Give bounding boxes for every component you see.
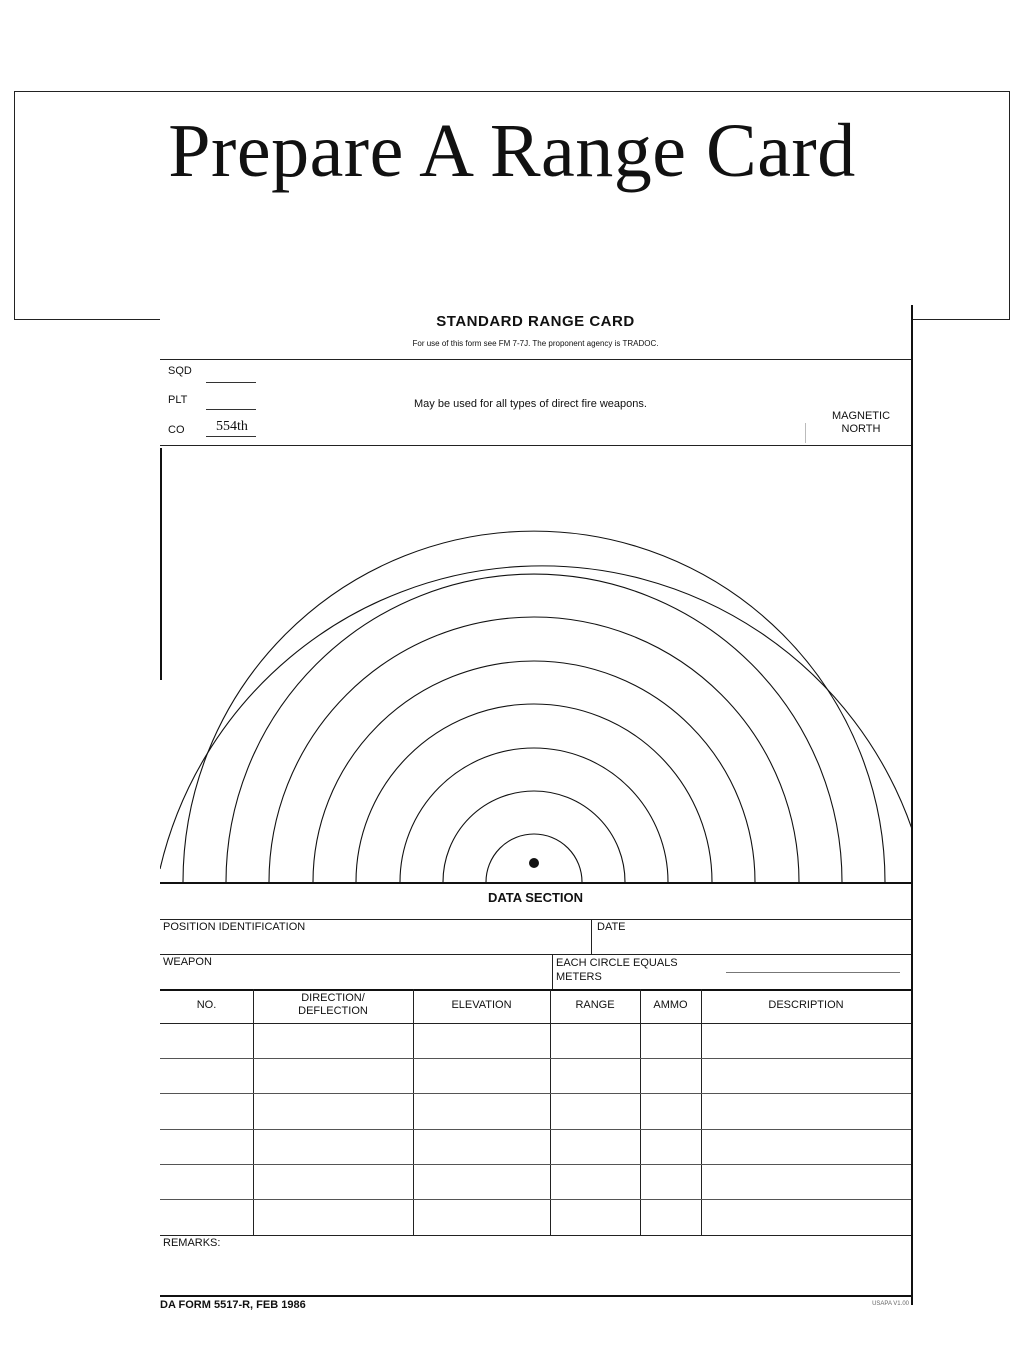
magnetic-north-label [820,410,902,436]
col-ammo-header: AMMO [653,999,688,1011]
table-row[interactable] [160,1058,911,1059]
col-direction-header [253,992,413,1018]
weapon-label: WEAPON [163,956,212,968]
range-circle-4 [356,704,712,882]
range-circle-9 [160,566,912,869]
each-circle-label [556,956,678,984]
meters-field[interactable] [726,972,900,973]
range-circles-sketch [160,445,913,882]
slide-title: Prepare A Range Card [168,109,856,193]
sqd-label: SQD [168,365,192,377]
data-section-top-border [160,882,911,884]
data-section-title: DATA SECTION [487,890,584,905]
table-row[interactable] [160,1164,911,1165]
col-range-header: RANGE [575,999,615,1011]
co-label: CO [168,424,185,436]
range-circle-8 [183,531,885,882]
table-header-divider [160,1023,911,1024]
weapon-position-dot [529,858,539,868]
table-row[interactable] [160,1199,911,1200]
col-no-header: NO. [196,999,217,1011]
form-title: STANDARD RANGE CARD [436,313,635,330]
direction-line2: DEFLECTION [298,1005,368,1017]
co-value: 554th [216,419,248,434]
each-circle-line1: EACH CIRCLE EQUALS [556,957,678,969]
range-circle-6 [269,617,799,882]
date-label: DATE [597,921,626,933]
range-circle-5 [313,661,755,882]
usage-note: May be used for all types of direct fire weapons. [414,398,647,410]
form-code: USAPA V1.00 [872,1301,909,1307]
plt-label: PLT [168,394,188,406]
table-top-border [160,989,911,991]
table-row[interactable] [160,1093,911,1094]
range-card-form [160,305,913,1311]
each-circle-line2: METERS [556,971,602,983]
form-number: DA FORM 5517-R, FEB 1986 [160,1299,306,1311]
co-field[interactable] [206,436,256,437]
table-bottom-border [160,1235,911,1236]
data-title-divider [160,919,911,920]
range-circle-2 [443,791,625,882]
plt-field[interactable] [206,409,256,410]
header-divider [160,359,911,360]
circle-divider [552,954,553,989]
direction-line1: DIRECTION/ [301,992,365,1004]
col-elevation-header: ELEVATION [451,999,512,1011]
north-label: NORTH [841,423,881,435]
form-subtitle: For use of this form see FM 7-7J. The proponent agency is TRADOC. [412,339,659,348]
sqd-field[interactable] [206,382,256,383]
col-description-header: DESCRIPTION [768,999,844,1011]
table-row[interactable] [160,1129,911,1130]
date-divider [591,919,592,954]
remarks-label: REMARKS: [163,1237,221,1249]
north-marker-line [805,423,806,443]
form-bottom-border [160,1295,911,1297]
position-row-divider [160,954,911,955]
magnetic-label: MAGNETIC [831,410,891,422]
position-id-label: POSITION IDENTIFICATION [163,921,306,933]
